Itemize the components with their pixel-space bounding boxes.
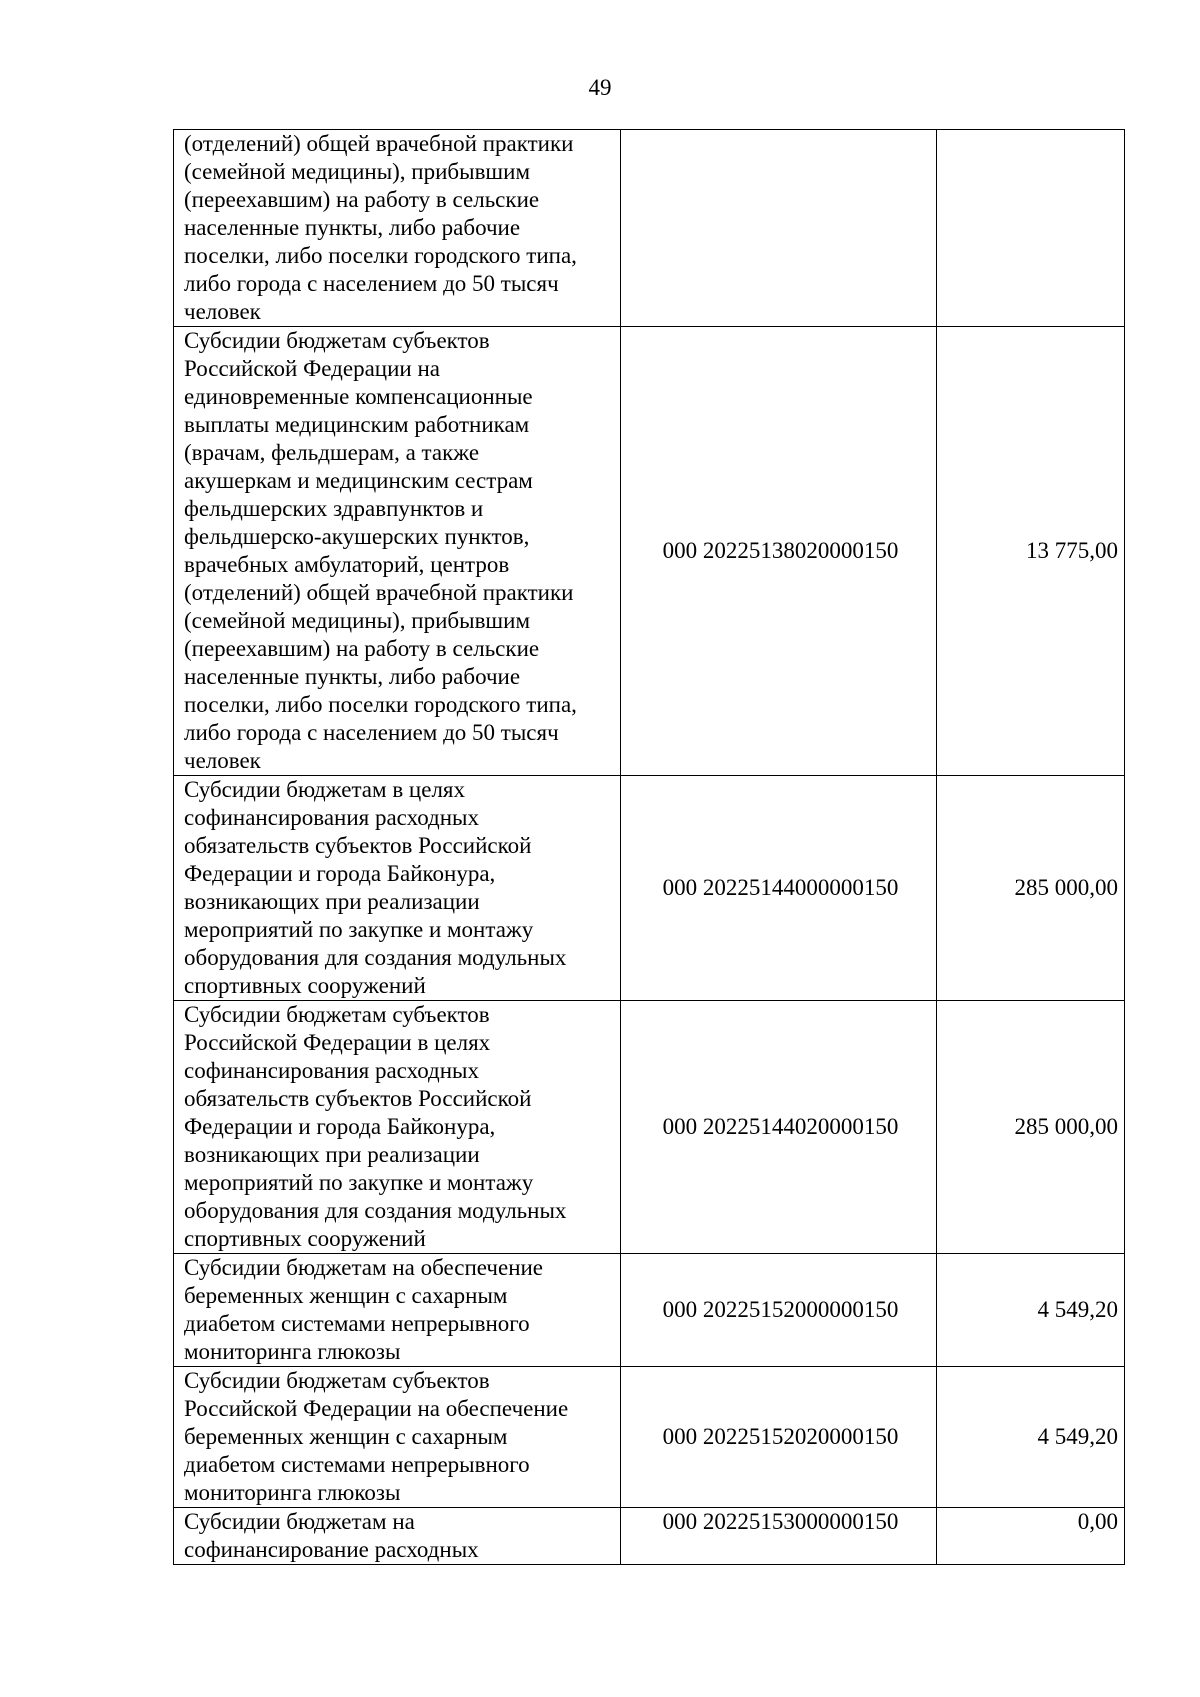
description-line: поселки, либо поселки городского типа, — [184, 243, 577, 268]
description-line: либо города с населением до 50 тысяч — [184, 720, 559, 745]
description-line: беременных женщин с сахарным — [184, 1283, 508, 1308]
description-line: (отделений) общей врачебной практики — [184, 580, 574, 605]
description-line: человек — [184, 299, 261, 324]
description-line: единовременные компенсационные — [184, 384, 533, 409]
row-description — [174, 1367, 621, 1508]
description-line: мероприятий по закупке и монтажу — [184, 1170, 534, 1195]
description-line: акушеркам и медицинским сестрам — [184, 468, 533, 493]
description-line: оборудования для создания модульных — [184, 1198, 567, 1223]
description-line: мероприятий по закупке и монтажу — [184, 917, 534, 942]
description-line: Субсидии бюджетам в целях — [184, 777, 465, 802]
row-code: 000 20225152020000150 — [621, 1367, 937, 1508]
description-line: беременных женщин с сахарным — [184, 1424, 508, 1449]
description-line: софинансирования расходных — [184, 805, 480, 830]
description-line: фельдшерских здравпунктов и — [184, 496, 484, 521]
description-line: выплаты медицинским работникам — [184, 412, 530, 437]
row-code: 000 20225153000000150 — [621, 1508, 937, 1565]
table-row — [174, 1001, 1125, 1254]
page-number: 49 — [588, 75, 612, 100]
row-amount: 13 775,00 — [937, 327, 1125, 776]
row-amount — [937, 130, 1125, 327]
description-line: Субсидии бюджетам на — [184, 1509, 415, 1534]
description-line: (переехавшим) на работу в сельские — [184, 636, 540, 661]
description-line: (семейной медицины), прибывшим — [184, 159, 531, 184]
description-line: спортивных сооружений — [184, 973, 426, 998]
row-amount: 4 549,20 — [937, 1254, 1125, 1367]
row-code — [621, 130, 937, 327]
description-line: спортивных сооружений — [184, 1226, 426, 1251]
table-row — [174, 1508, 1125, 1565]
description-line: (семейной медицины), прибывшим — [184, 608, 531, 633]
description-line: Субсидии бюджетам субъектов — [184, 1002, 490, 1027]
description-line: Субсидии бюджетам субъектов — [184, 1368, 490, 1393]
description-line: диабетом системами непрерывного — [184, 1311, 530, 1336]
description-line: софинансирования расходных — [184, 1058, 480, 1083]
description-line: возникающих при реализации — [184, 889, 480, 914]
row-description — [174, 1254, 621, 1367]
description-line: (переехавшим) на работу в сельские — [184, 187, 540, 212]
description-line: либо города с населением до 50 тысяч — [184, 271, 559, 296]
row-description — [174, 776, 621, 1001]
description-line: (отделений) общей врачебной практики — [184, 131, 574, 156]
description-line: возникающих при реализации — [184, 1142, 480, 1167]
description-line: Федерации и города Байконура, — [184, 861, 496, 886]
description-line: мониторинга глюкозы — [184, 1339, 401, 1364]
row-amount: 4 549,20 — [937, 1367, 1125, 1508]
description-line: населенные пункты, либо рабочие — [184, 215, 521, 240]
description-line: (врачам, фельдшерам, а также — [184, 440, 480, 465]
description-line: Федерации и города Байконура, — [184, 1114, 496, 1139]
row-code: 000 20225138020000150 — [621, 327, 937, 776]
description-line: Субсидии бюджетам субъектов — [184, 328, 490, 353]
table-body — [174, 130, 1125, 1565]
table-row — [174, 776, 1125, 1001]
description-line: Субсидии бюджетам на обеспечение — [184, 1255, 544, 1280]
row-description — [174, 1001, 621, 1254]
description-line: диабетом системами непрерывного — [184, 1452, 530, 1477]
row-code: 000 20225144020000150 — [621, 1001, 937, 1254]
description-line: софинансирование расходных — [184, 1537, 479, 1562]
description-line: населенные пункты, либо рабочие — [184, 664, 521, 689]
row-description — [174, 327, 621, 776]
row-description — [174, 130, 621, 327]
budget-table — [173, 129, 1125, 1565]
table-row — [174, 327, 1125, 776]
row-code: 000 20225144000000150 — [621, 776, 937, 1001]
description-line: обязательств субъектов Российской — [184, 1086, 532, 1111]
description-line: врачебных амбулаторий, центров — [184, 552, 510, 577]
row-amount: 285 000,00 — [937, 1001, 1125, 1254]
table-row — [174, 130, 1125, 327]
table-row — [174, 1254, 1125, 1367]
row-description — [174, 1508, 621, 1565]
description-line: Российской Федерации на обеспечение — [184, 1396, 569, 1421]
description-line: человек — [184, 748, 261, 773]
description-line: Российской Федерации на — [184, 356, 440, 381]
row-amount: 285 000,00 — [937, 776, 1125, 1001]
row-amount: 0,00 — [937, 1508, 1125, 1565]
table-row — [174, 1367, 1125, 1508]
description-line: обязательств субъектов Российской — [184, 833, 532, 858]
description-line: поселки, либо поселки городского типа, — [184, 692, 577, 717]
description-line: фельдшерско-акушерских пунктов, — [184, 524, 530, 549]
description-line: оборудования для создания модульных — [184, 945, 567, 970]
description-line: мониторинга глюкозы — [184, 1480, 401, 1505]
description-line: Российской Федерации в целях — [184, 1030, 491, 1055]
row-code: 000 20225152000000150 — [621, 1254, 937, 1367]
